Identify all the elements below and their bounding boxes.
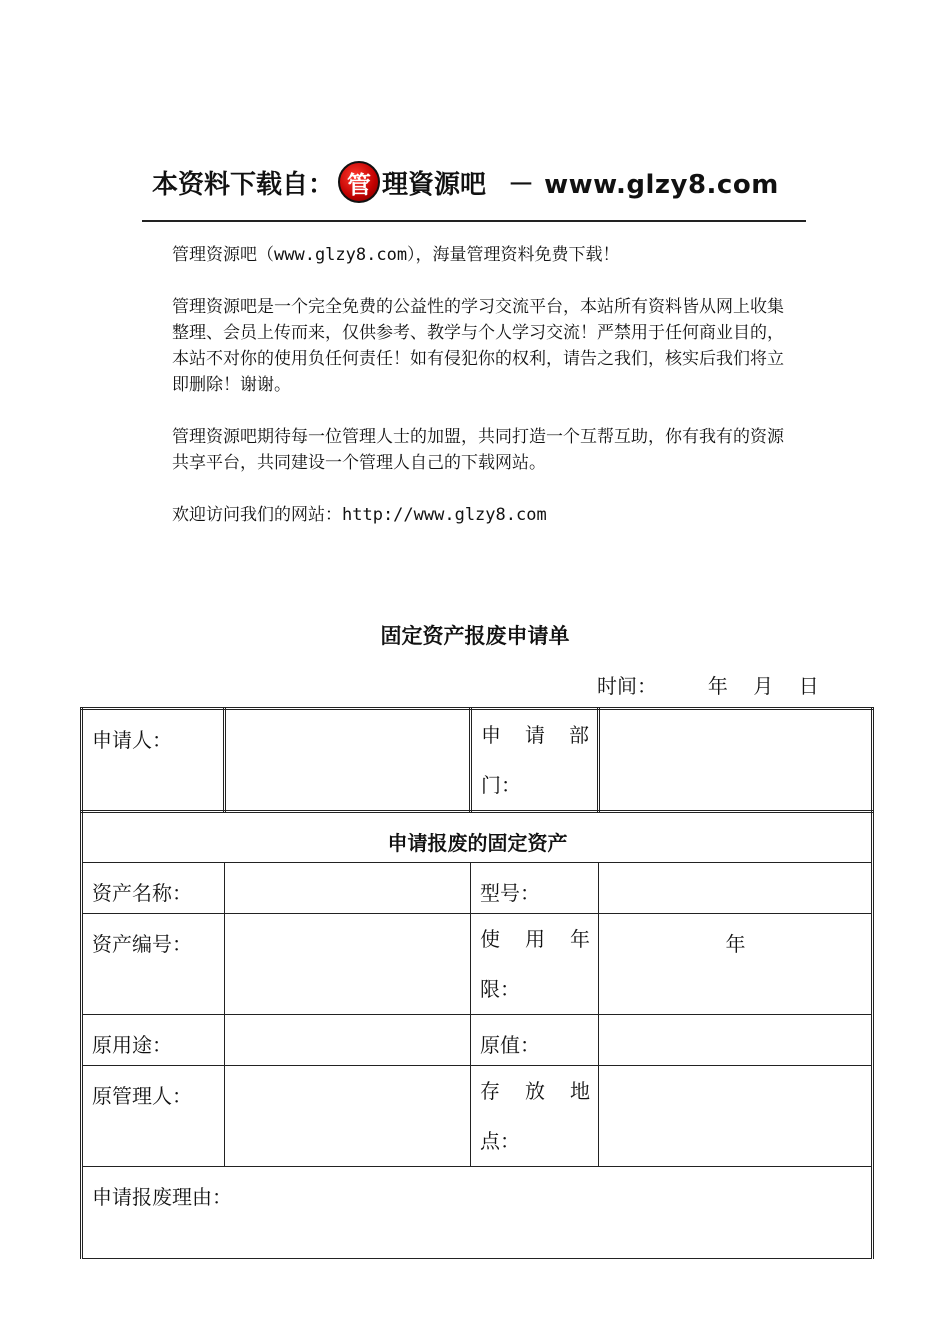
service-life-unit: 年 [725, 932, 746, 956]
storage-location-field[interactable] [599, 1066, 873, 1167]
scrap-application-form [80, 707, 874, 1259]
applicant-label: 申请人： [82, 709, 225, 812]
source-banner [152, 160, 779, 204]
table-row [82, 1015, 873, 1066]
scrap-reason-label: 申请报废理由： [92, 1185, 232, 1209]
scrap-reason-field[interactable] [82, 1167, 873, 1259]
table-row [82, 1066, 873, 1167]
original-value-field[interactable] [599, 1015, 873, 1066]
intro-paragraph-1: 管理资源吧（www.glzy8.com），海量管理资料免费下载！ [172, 245, 620, 265]
date-line [597, 670, 819, 699]
section-heading: 申请报废的固定资产 [82, 812, 873, 863]
table-row [82, 1167, 873, 1259]
original-keeper-field[interactable] [225, 1066, 471, 1167]
banner-divider [142, 220, 806, 222]
asset-name-label: 资产名称： [82, 863, 225, 914]
intro-paragraph-2: 管理资源吧是一个完全免费的公益性的学习交流平台，本站所有资料皆从网上收集整理、会员上传而来，仅供参考、教学与个人学习交流！严禁用于任何商业目的，本站不对你的使用负任何责任！如有侵犯你的权利，请告之我们，核实后我们将立即删除！谢谢。 [172, 297, 784, 395]
original-purpose-label: 原用途： [82, 1015, 225, 1066]
intro-text [172, 242, 792, 528]
original-value-label: 原值： [471, 1015, 599, 1066]
brand-name: 理資源吧 [382, 169, 487, 200]
service-life-label: 使 用 年 限： [471, 914, 599, 1015]
dept-label: 申 请 部 门： [471, 709, 599, 812]
service-life-field[interactable] [599, 914, 873, 1015]
date-year: 年 [707, 674, 728, 698]
intro-paragraph-3: 管理资源吧期待每一位管理人士的加盟，共同打造一个互帮互助，你有我有的资源共享平台，共同建设一个管理人自己的下载网站。 [172, 427, 784, 473]
storage-location-label: 存 放 地 点： [471, 1066, 599, 1167]
asset-no-field[interactable] [225, 914, 471, 1015]
form-title: 固定资产报废申请单 [380, 624, 570, 648]
applicant-field[interactable] [225, 709, 471, 812]
asset-no-label: 资产编号： [82, 914, 225, 1015]
original-purpose-field[interactable] [225, 1015, 471, 1066]
brand-logo-icon: 管 [338, 161, 380, 203]
table-row [82, 709, 873, 812]
dept-field[interactable] [599, 709, 873, 812]
table-row [82, 863, 873, 914]
table-row [82, 812, 873, 863]
original-keeper-label: 原管理人： [82, 1066, 225, 1167]
banner-site-url[interactable]: － www.glzy8.com [508, 169, 779, 200]
intro-paragraph-4: 欢迎访问我们的网站：http://www.glzy8.com [172, 505, 547, 525]
date-month: 月 [753, 674, 774, 698]
model-label: 型号： [471, 863, 599, 914]
date-day: 日 [798, 674, 819, 698]
asset-name-field[interactable] [225, 863, 471, 914]
banner-prefix: 本资料下载自： [152, 169, 335, 200]
table-row [82, 914, 873, 1015]
model-field[interactable] [599, 863, 873, 914]
date-label: 时间： [597, 674, 657, 698]
